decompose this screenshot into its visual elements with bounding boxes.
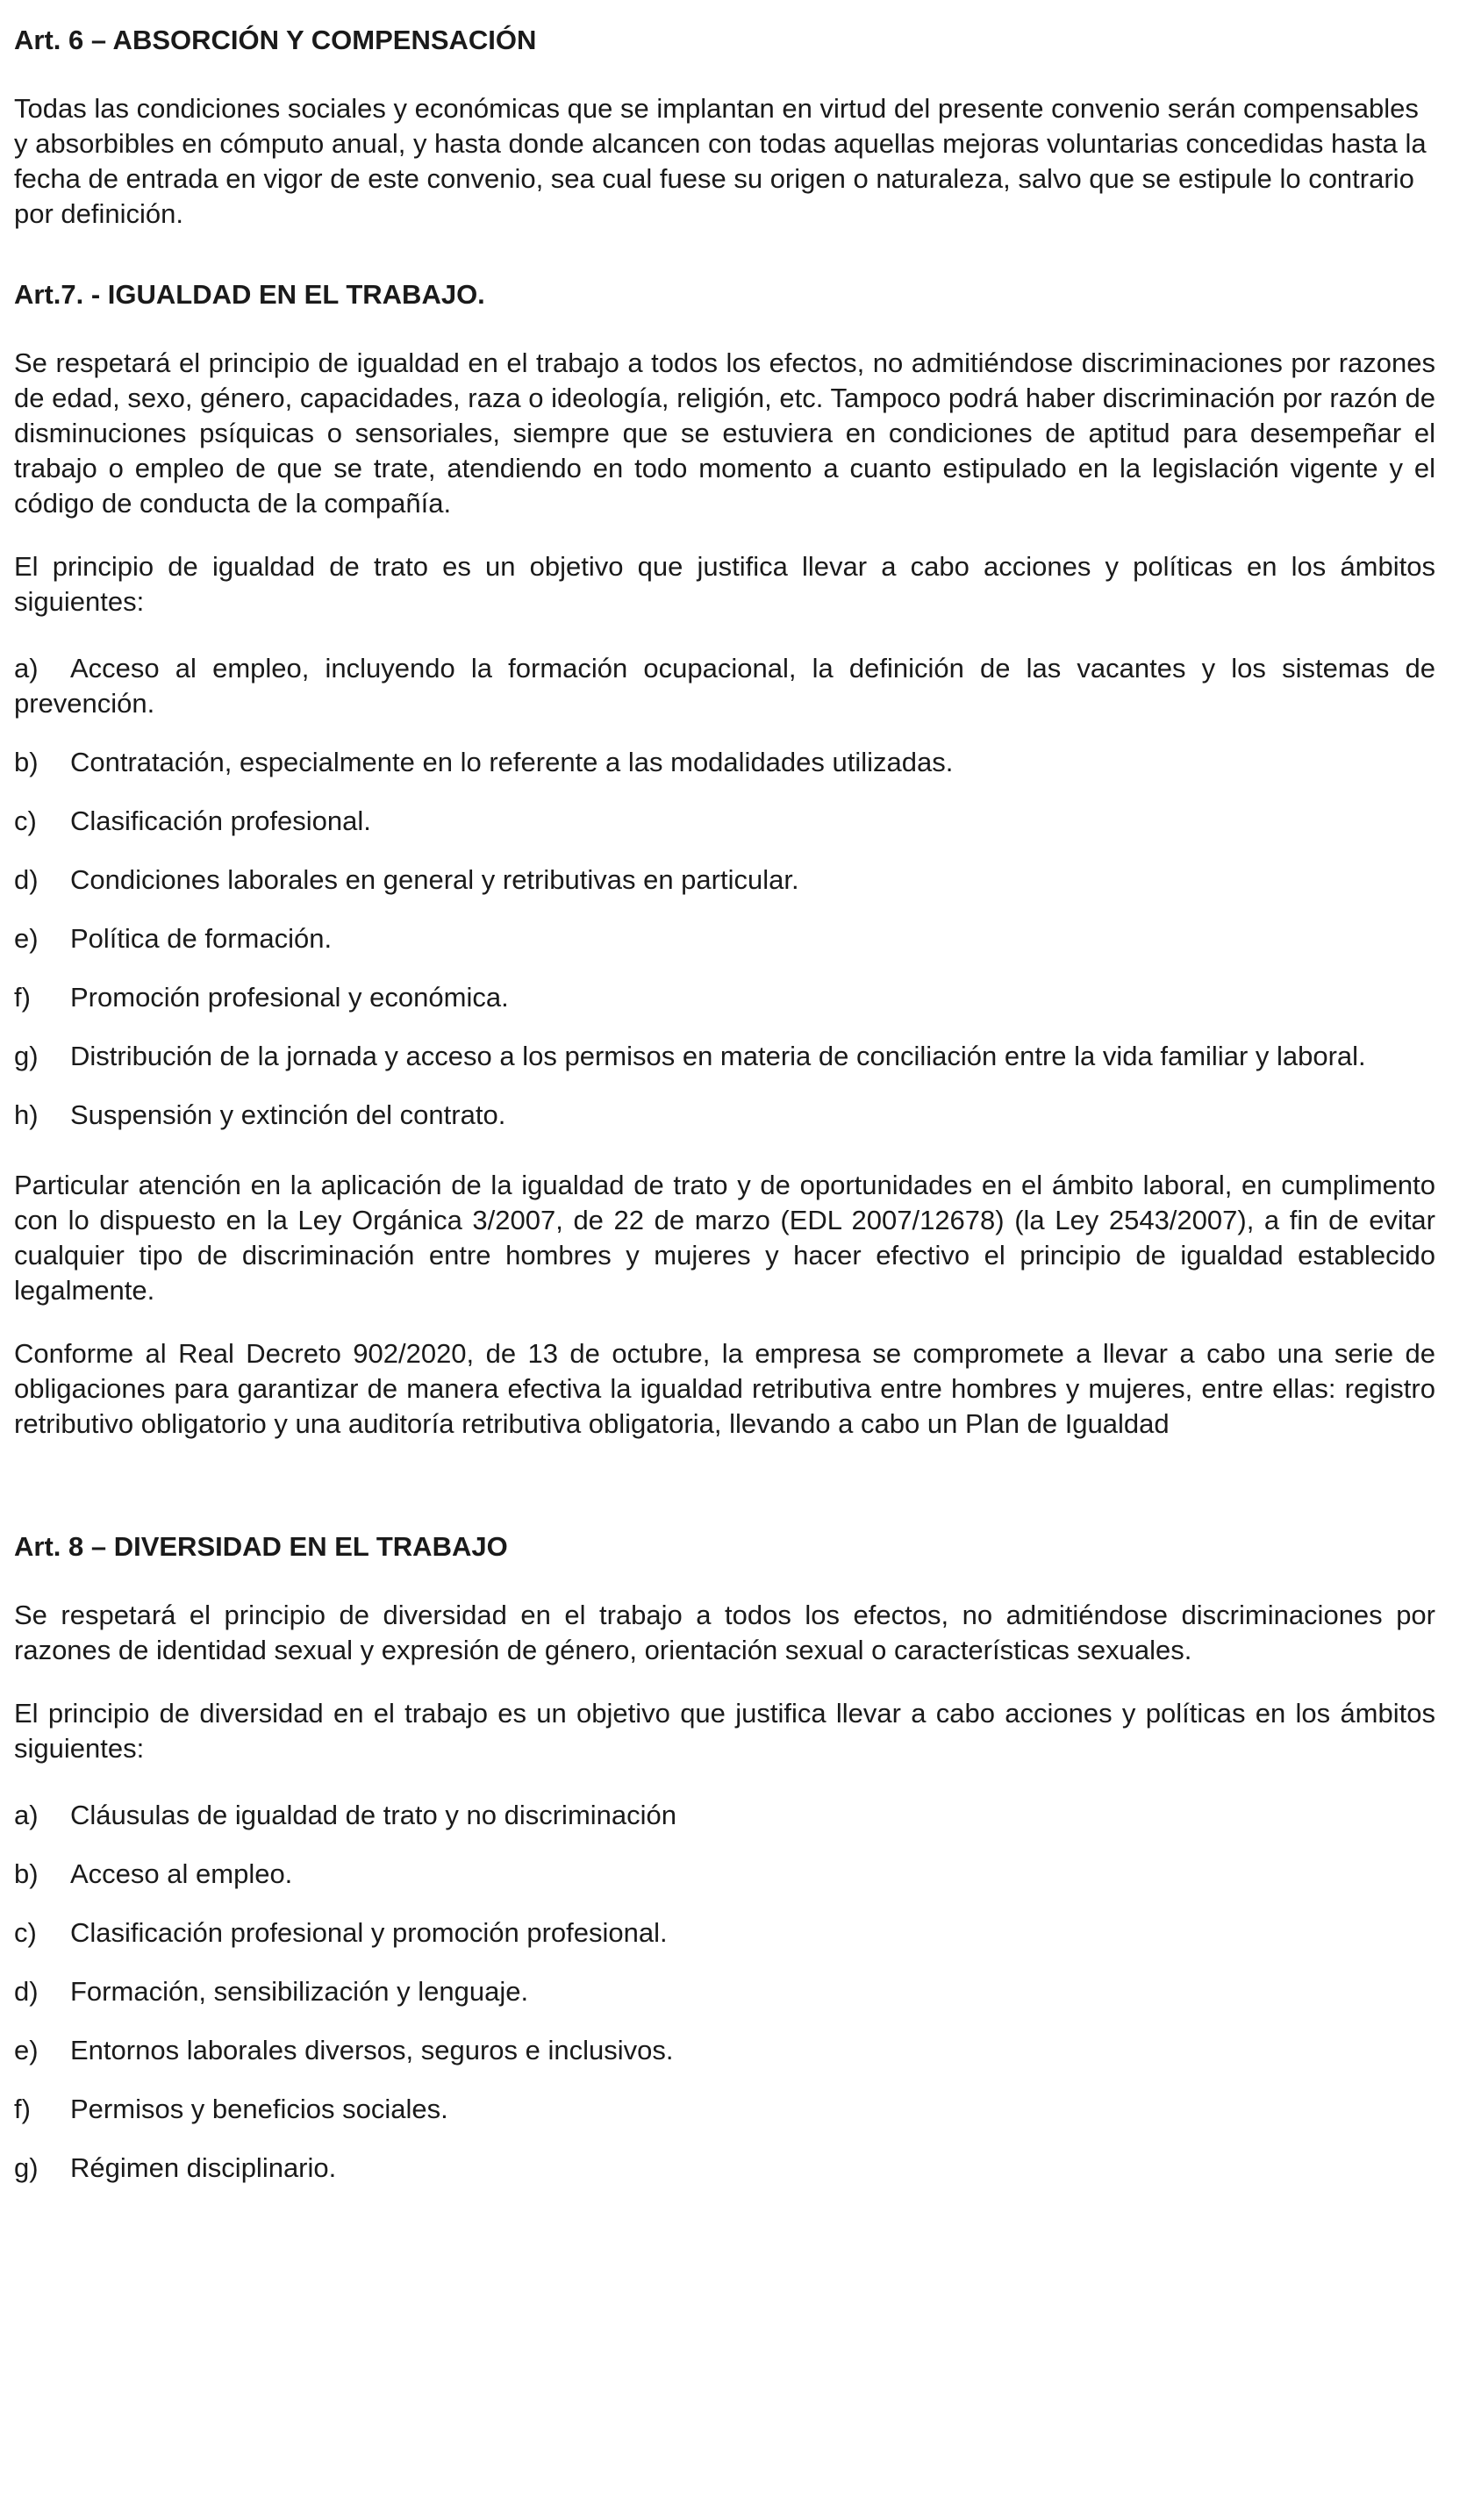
- list-item-text: Permisos y beneficios sociales.: [70, 2094, 448, 2124]
- list-item-marker: e): [14, 923, 39, 954]
- list-item-text: Clasificación profesional y promoción profesional.: [70, 1917, 668, 1948]
- lettered-list-art8: [14, 1798, 1435, 2186]
- list-item-marker: a): [14, 653, 39, 684]
- list-item: [14, 1857, 1435, 1892]
- list-item-text: Régimen disciplinario.: [70, 2152, 337, 2183]
- list-item: [14, 1974, 1435, 2009]
- list-item: [14, 745, 1435, 780]
- paragraph-art7-4: Conforme al Real Decreto 902/2020, de 13 de octubre, la empresa se compromete a llevar a cabo una serie de obligaciones para garantizar de manera efectiva la igualdad retributiva entre hombres y mujeres, entre ellas: registro retributivo obligatorio y una auditoría retributiva obligatoria, llevando a cabo un Plan de Igualdad: [14, 1338, 1435, 1439]
- section-heading-art7: Art.7. - IGUALDAD EN EL TRABAJO.: [14, 279, 485, 310]
- paragraph-art8-1: Se respetará el principio de diversidad en el trabajo a todos los efectos, no admitiéndose discriminaciones por razones de identidad sexual y expresión de género, orientación sexual o características sexuales.: [14, 1600, 1435, 1665]
- list-item: [14, 804, 1435, 839]
- list-item-marker: g): [14, 2152, 39, 2183]
- paragraph-art6-1: Todas las condiciones sociales y económicas que se implantan en virtud del presente convenio serán compensables y absorbibles en cómputo anual, y hasta donde alcancen con todas aquellas mejoras voluntarias concedidas hasta la fecha de entrada en vigor de este convenio, sea cual fuese su origen o naturaleza, salvo que se estipule lo contrario por definición.: [14, 93, 1427, 229]
- section-art7: [14, 277, 1435, 1442]
- paragraph-art7-2: El principio de igualdad de trato es un objetivo que justifica llevar a cabo acciones y políticas en los ámbitos siguientes:: [14, 551, 1435, 617]
- section-heading-art6: Art. 6 – ABSORCIÓN Y COMPENSACIÓN: [14, 25, 537, 55]
- list-item: [14, 921, 1435, 956]
- list-item-marker: b): [14, 747, 39, 777]
- paragraph-art7-3: Particular atención en la aplicación de la igualdad de trato y de oportunidades en el ámbito laboral, en cumplimento con lo dispuesto en la Ley Orgánica 3/2007, de 22 de marzo (EDL 2007/12678) (la Ley 2543/2007), a fin de evitar cualquier tipo de discriminación entre hombres y mujeres y hacer efectivo el principio de igualdad establecido legalmente.: [14, 1170, 1435, 1306]
- list-item-marker: c): [14, 805, 37, 836]
- list-item-marker: c): [14, 1917, 37, 1948]
- list-item-marker: f): [14, 2094, 31, 2124]
- list-item: [14, 2151, 1435, 2186]
- list-item-text: Formación, sensibilización y lenguaje.: [70, 1976, 529, 2007]
- list-item-text: Condiciones laborales en general y retributivas en particular.: [70, 864, 799, 895]
- list-item: [14, 1915, 1435, 1951]
- list-item-text: Cláusulas de igualdad de trato y no discriminación: [70, 1800, 677, 1830]
- section-heading-art8: Art. 8 – DIVERSIDAD EN EL TRABAJO: [14, 1531, 508, 1562]
- list-item-text: Política de formación.: [70, 923, 333, 954]
- list-item: [14, 1039, 1435, 1074]
- list-item-marker: e): [14, 2035, 39, 2065]
- list-item: [14, 863, 1435, 898]
- list-item: [14, 651, 1435, 721]
- list-item-text: Suspensión y extinción del contrato.: [70, 1099, 506, 1130]
- list-item: [14, 980, 1435, 1015]
- section-art8: [14, 1529, 1435, 2186]
- list-item-marker: a): [14, 1800, 39, 1830]
- lettered-list-art7: [14, 651, 1435, 1133]
- list-item: [14, 2033, 1435, 2068]
- list-item-text: Promoción profesional y económica.: [70, 982, 509, 1013]
- list-item-text: Acceso al empleo, incluyendo la formación ocupacional, la definición de las vacantes y los sistemas de prevención.: [14, 653, 1435, 719]
- list-item-text: Distribución de la jornada y acceso a los permisos en materia de conciliación entre la vida familiar y laboral.: [70, 1041, 1366, 1071]
- section-art6: [14, 23, 1435, 232]
- list-item-text: Acceso al empleo.: [70, 1858, 293, 1889]
- list-item-text: Clasificación profesional.: [70, 805, 371, 836]
- paragraph-art8-2: El principio de diversidad en el trabajo es un objetivo que justifica llevar a cabo acciones y políticas en los ámbitos siguientes:: [14, 1698, 1435, 1764]
- list-item-marker: b): [14, 1858, 39, 1889]
- list-item: [14, 1798, 1435, 1833]
- list-item-marker: h): [14, 1099, 39, 1130]
- list-item-marker: f): [14, 982, 31, 1013]
- list-item-marker: g): [14, 1041, 39, 1071]
- list-item: [14, 1098, 1435, 1133]
- list-item: [14, 2092, 1435, 2127]
- list-item-marker: d): [14, 864, 39, 895]
- list-item-marker: d): [14, 1976, 39, 2007]
- list-item-text: Contratación, especialmente en lo referente a las modalidades utilizadas.: [70, 747, 954, 777]
- list-item-text: Entornos laborales diversos, seguros e inclusivos.: [70, 2035, 674, 2065]
- paragraph-art7-1: Se respetará el principio de igualdad en el trabajo a todos los efectos, no admitiéndose discriminaciones por razones de edad, sexo, género, capacidades, raza o ideología, religión, etc. Tampoco podrá haber discriminación por razón de disminuciones psíquicas o sensoriales, siempre que se estuviera en condiciones de aptitud para desempeñar el trabajo o empleo de que se trate, atendiendo en todo momento a cuanto estipulado en la legislación vigente y el código de conducta de la compañía.: [14, 347, 1435, 519]
